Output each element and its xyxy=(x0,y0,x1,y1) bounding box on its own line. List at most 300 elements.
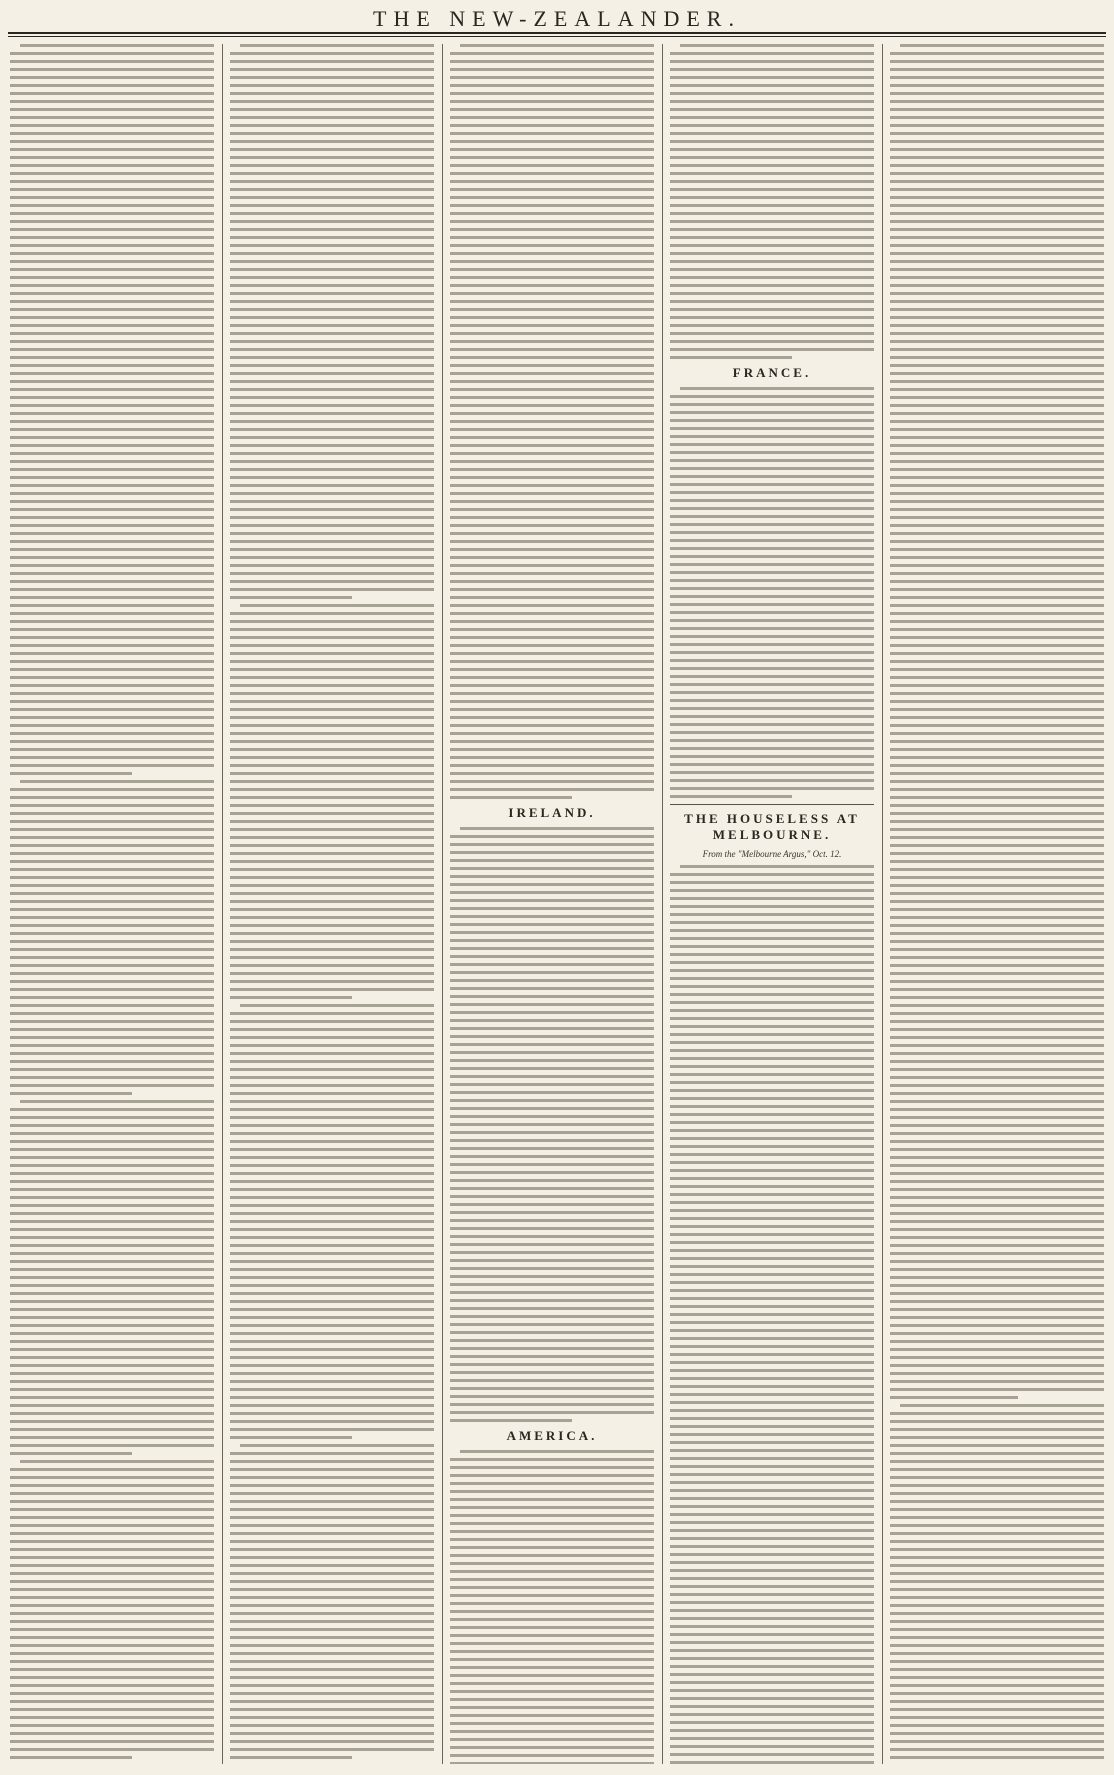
text-line xyxy=(450,212,654,215)
text-line xyxy=(890,1452,1104,1455)
text-line xyxy=(10,724,214,727)
text-line xyxy=(230,340,434,343)
text-line xyxy=(890,1676,1104,1679)
text-line xyxy=(890,1164,1104,1167)
text-line xyxy=(450,1474,654,1477)
column-1 xyxy=(10,44,214,1764)
text-line xyxy=(670,539,874,542)
text-line xyxy=(10,588,214,591)
text-line xyxy=(450,748,654,751)
text-line xyxy=(230,508,434,511)
text-line xyxy=(230,844,434,847)
text-line xyxy=(10,1076,214,1079)
text-line xyxy=(670,881,874,884)
text-line xyxy=(670,1089,874,1092)
text-line xyxy=(890,460,1104,463)
text-line xyxy=(450,1762,654,1764)
text-line xyxy=(230,388,434,391)
text-line xyxy=(230,756,434,759)
text-line xyxy=(670,1121,874,1124)
text-line xyxy=(450,1722,654,1725)
text-line xyxy=(230,1540,434,1543)
text-line xyxy=(450,1115,654,1118)
text-line xyxy=(450,676,654,679)
text-line xyxy=(890,532,1104,535)
text-line xyxy=(230,236,434,239)
text-line xyxy=(890,964,1104,967)
text-line xyxy=(890,428,1104,431)
text-line xyxy=(450,772,654,775)
text-line xyxy=(230,1580,434,1583)
text-line xyxy=(450,380,654,383)
text-line xyxy=(230,228,434,231)
text-line xyxy=(10,1732,214,1735)
text-line xyxy=(670,100,874,103)
text-line xyxy=(450,92,654,95)
text-line xyxy=(890,836,1104,839)
text-line xyxy=(450,1522,654,1525)
text-line xyxy=(670,1401,874,1404)
text-line xyxy=(890,204,1104,207)
text-line xyxy=(10,804,214,807)
text-line xyxy=(450,907,654,910)
text-line xyxy=(670,905,874,908)
text-line xyxy=(670,196,874,199)
text-line xyxy=(230,1668,434,1671)
text-line xyxy=(890,1732,1104,1735)
text-line xyxy=(890,1716,1104,1719)
text-line xyxy=(10,1468,214,1471)
text-line xyxy=(890,156,1104,159)
text-line xyxy=(670,1073,874,1076)
text-line xyxy=(670,1161,874,1164)
text-line xyxy=(670,1529,874,1532)
text-line xyxy=(10,1452,132,1455)
text-line xyxy=(450,1666,654,1669)
text-line xyxy=(890,636,1104,639)
text-line xyxy=(10,260,214,263)
text-line xyxy=(230,1732,434,1735)
text-line xyxy=(670,1657,874,1660)
text-line xyxy=(670,1489,874,1492)
masthead xyxy=(0,0,1114,38)
text-line xyxy=(450,1267,654,1270)
text-line xyxy=(10,68,214,71)
text-line xyxy=(450,1466,654,1469)
text-line xyxy=(230,1692,434,1695)
text-line xyxy=(230,1316,434,1319)
text-line xyxy=(890,188,1104,191)
text-line xyxy=(670,1289,874,1292)
text-line xyxy=(450,1682,654,1685)
text-line xyxy=(230,516,434,519)
text-line xyxy=(10,1252,214,1255)
text-line xyxy=(890,1532,1104,1535)
text-line xyxy=(450,396,654,399)
text-line xyxy=(890,1148,1104,1151)
text-line xyxy=(450,859,654,862)
text-line xyxy=(10,1716,214,1719)
text-line xyxy=(450,1035,654,1038)
text-line xyxy=(450,340,654,343)
text-line xyxy=(670,403,874,406)
text-line xyxy=(230,324,434,327)
text-line xyxy=(10,884,214,887)
text-line xyxy=(10,1004,214,1007)
text-line xyxy=(230,492,434,495)
text-line xyxy=(230,1212,434,1215)
text-line xyxy=(10,1356,214,1359)
text-line xyxy=(890,1172,1104,1175)
text-line xyxy=(670,723,874,726)
text-line xyxy=(450,1554,654,1557)
text-line xyxy=(670,1105,874,1108)
text-line xyxy=(890,1244,1104,1247)
text-line xyxy=(230,92,434,95)
text-line xyxy=(230,1412,434,1415)
text-line xyxy=(10,556,214,559)
text-line xyxy=(890,804,1104,807)
text-line xyxy=(670,921,874,924)
text-line xyxy=(890,68,1104,71)
text-line xyxy=(230,948,434,951)
text-line xyxy=(670,993,874,996)
text-line xyxy=(10,1700,214,1703)
text-line xyxy=(890,876,1104,879)
text-line xyxy=(230,220,434,223)
text-line xyxy=(10,460,214,463)
text-line xyxy=(230,140,434,143)
text-line xyxy=(890,764,1104,767)
text-line xyxy=(890,1396,1018,1399)
text-line xyxy=(670,1497,874,1500)
text-line xyxy=(230,1548,434,1551)
text-line xyxy=(10,996,214,999)
text-line xyxy=(890,596,1104,599)
text-line xyxy=(450,875,654,878)
text-line xyxy=(890,788,1104,791)
text-line xyxy=(230,1028,434,1031)
text-line xyxy=(670,268,874,271)
text-line xyxy=(10,1220,214,1223)
text-line xyxy=(450,796,572,799)
text-line xyxy=(10,916,214,919)
text-line xyxy=(670,969,874,972)
text-line xyxy=(10,1476,214,1479)
text-line xyxy=(450,1355,654,1358)
text-line xyxy=(670,1449,874,1452)
text-line xyxy=(890,172,1104,175)
text-line xyxy=(670,1329,874,1332)
text-line xyxy=(890,388,1104,391)
column-3 xyxy=(450,44,654,1764)
text-line xyxy=(230,404,434,407)
text-line xyxy=(670,1345,874,1348)
text-line xyxy=(670,1377,874,1380)
text-line xyxy=(450,172,654,175)
text-line xyxy=(230,764,434,767)
text-line xyxy=(890,772,1104,775)
text-line xyxy=(230,1332,434,1335)
text-line xyxy=(890,668,1104,671)
text-line xyxy=(890,1548,1104,1551)
text-line xyxy=(10,828,214,831)
text-line xyxy=(450,420,654,423)
paragraph xyxy=(450,1450,654,1764)
text-line xyxy=(670,937,874,940)
text-line xyxy=(230,1124,434,1127)
text-line xyxy=(670,1017,874,1020)
text-line xyxy=(670,571,874,574)
paragraph xyxy=(10,1100,214,1455)
text-line xyxy=(450,1171,654,1174)
text-line xyxy=(10,124,214,127)
text-line xyxy=(450,100,654,103)
text-line xyxy=(10,572,214,575)
text-line xyxy=(230,356,434,359)
text-line xyxy=(890,1620,1104,1623)
text-line xyxy=(10,412,214,415)
text-line xyxy=(670,332,874,335)
text-line xyxy=(450,668,654,671)
masthead-rule-thin xyxy=(8,36,1106,37)
text-line xyxy=(450,1155,654,1158)
text-line xyxy=(670,1353,874,1356)
text-line xyxy=(230,1492,434,1495)
text-line xyxy=(450,724,654,727)
text-line xyxy=(10,956,214,959)
text-line xyxy=(460,1450,654,1453)
text-line xyxy=(670,356,792,359)
text-line xyxy=(10,508,214,511)
text-line xyxy=(230,1140,434,1143)
text-line xyxy=(10,852,214,855)
text-line xyxy=(230,1292,434,1295)
text-line xyxy=(10,1148,214,1151)
text-line xyxy=(890,1108,1104,1111)
text-line xyxy=(890,108,1104,111)
text-line xyxy=(890,444,1104,447)
text-line xyxy=(450,1387,654,1390)
text-line xyxy=(10,1644,214,1647)
text-line xyxy=(450,740,654,743)
text-line xyxy=(890,324,1104,327)
text-line xyxy=(670,1609,874,1612)
text-line xyxy=(450,1211,654,1214)
text-line xyxy=(670,1537,874,1540)
text-line xyxy=(450,444,654,447)
text-line xyxy=(890,620,1104,623)
text-line xyxy=(670,1225,874,1228)
text-line xyxy=(890,716,1104,719)
text-line xyxy=(890,908,1104,911)
text-line xyxy=(890,644,1104,647)
text-line xyxy=(450,556,654,559)
text-line xyxy=(10,1524,214,1527)
text-line xyxy=(670,627,874,630)
text-line xyxy=(230,1196,434,1199)
text-line xyxy=(670,1385,874,1388)
text-line xyxy=(230,1612,434,1615)
text-line xyxy=(670,499,874,502)
text-line xyxy=(890,1412,1104,1415)
text-line xyxy=(450,1570,654,1573)
text-line xyxy=(890,1052,1104,1055)
text-line xyxy=(670,651,874,654)
text-line xyxy=(670,1561,874,1564)
text-line xyxy=(450,388,654,391)
text-line xyxy=(230,1308,434,1311)
text-line xyxy=(450,284,654,287)
text-line xyxy=(890,628,1104,631)
column-4 xyxy=(670,44,874,1764)
text-line xyxy=(890,1524,1104,1527)
text-line xyxy=(450,1562,654,1565)
text-line xyxy=(10,1540,214,1543)
text-line xyxy=(10,404,214,407)
text-line xyxy=(670,1745,874,1748)
text-line xyxy=(450,963,654,966)
text-line xyxy=(10,524,214,527)
text-line xyxy=(670,92,874,95)
text-line xyxy=(10,1692,214,1695)
text-line xyxy=(890,524,1104,527)
text-line xyxy=(670,60,874,63)
text-line xyxy=(450,1546,654,1549)
text-line xyxy=(10,1276,214,1279)
text-line xyxy=(450,492,654,495)
text-line xyxy=(890,900,1104,903)
paragraph xyxy=(10,780,214,1095)
text-line xyxy=(670,611,874,614)
text-line xyxy=(230,1620,434,1623)
text-line xyxy=(230,1092,434,1095)
text-line xyxy=(670,427,874,430)
text-line xyxy=(230,972,434,975)
text-line xyxy=(450,68,654,71)
text-line xyxy=(450,1363,654,1366)
column-divider xyxy=(442,44,443,1764)
text-line xyxy=(890,1364,1104,1367)
text-line xyxy=(10,1108,214,1111)
text-line xyxy=(450,1299,654,1302)
text-line xyxy=(890,1188,1104,1191)
text-line xyxy=(10,636,214,639)
text-line xyxy=(230,436,434,439)
text-line xyxy=(10,844,214,847)
text-line xyxy=(890,348,1104,351)
text-line xyxy=(890,980,1104,983)
text-line xyxy=(670,1689,874,1692)
text-line xyxy=(10,1036,214,1039)
text-line xyxy=(670,1697,874,1700)
text-line xyxy=(230,124,434,127)
text-line xyxy=(450,1738,654,1741)
text-line xyxy=(230,316,434,319)
text-line xyxy=(230,884,434,887)
text-line xyxy=(450,108,654,111)
text-line xyxy=(890,884,1104,887)
text-line xyxy=(10,332,214,335)
text-line xyxy=(890,956,1104,959)
text-line xyxy=(230,1420,434,1423)
text-line xyxy=(230,460,434,463)
text-line xyxy=(230,1708,434,1711)
text-line xyxy=(670,1297,874,1300)
text-line xyxy=(670,1321,874,1324)
text-line xyxy=(230,876,434,879)
text-line xyxy=(230,1516,434,1519)
text-line xyxy=(890,1588,1104,1591)
text-line xyxy=(10,372,214,375)
text-line xyxy=(450,971,654,974)
text-line xyxy=(450,276,654,279)
text-line xyxy=(890,1332,1104,1335)
section-heading: IRELAND. xyxy=(508,805,596,820)
text-line xyxy=(450,412,654,415)
text-line xyxy=(450,252,654,255)
text-line xyxy=(10,484,214,487)
text-line xyxy=(230,244,434,247)
text-line xyxy=(450,1498,654,1501)
text-line xyxy=(450,660,654,663)
text-line xyxy=(10,740,214,743)
text-line xyxy=(450,580,654,583)
text-line xyxy=(450,204,654,207)
text-line xyxy=(670,1441,874,1444)
text-line xyxy=(10,1484,214,1487)
text-line xyxy=(890,860,1104,863)
text-line xyxy=(10,356,214,359)
text-line xyxy=(450,468,654,471)
text-line xyxy=(450,356,654,359)
text-line xyxy=(450,308,654,311)
paragraph xyxy=(230,1004,434,1439)
text-line xyxy=(450,268,654,271)
text-line xyxy=(450,1307,654,1310)
text-line xyxy=(670,587,874,590)
text-line xyxy=(890,820,1104,823)
text-line xyxy=(230,820,434,823)
text-line xyxy=(890,1516,1104,1519)
text-line xyxy=(890,1540,1104,1543)
text-line xyxy=(450,588,654,591)
text-line xyxy=(890,260,1104,263)
text-line xyxy=(670,236,874,239)
paragraph xyxy=(670,44,874,359)
text-line xyxy=(10,644,214,647)
text-line xyxy=(450,652,654,655)
text-line xyxy=(890,1068,1104,1071)
text-line xyxy=(670,1361,874,1364)
text-line xyxy=(450,636,654,639)
text-line xyxy=(890,1580,1104,1583)
text-line xyxy=(450,931,654,934)
text-line xyxy=(230,916,434,919)
text-line xyxy=(670,1145,874,1148)
text-line xyxy=(670,1417,874,1420)
text-line xyxy=(460,44,654,47)
text-line xyxy=(670,1521,874,1524)
text-line xyxy=(670,945,874,948)
text-line xyxy=(230,1148,434,1151)
text-line xyxy=(890,1636,1104,1639)
text-line xyxy=(230,532,434,535)
text-line xyxy=(670,897,874,900)
text-line xyxy=(10,196,214,199)
text-line xyxy=(890,540,1104,543)
text-line xyxy=(670,1049,874,1052)
